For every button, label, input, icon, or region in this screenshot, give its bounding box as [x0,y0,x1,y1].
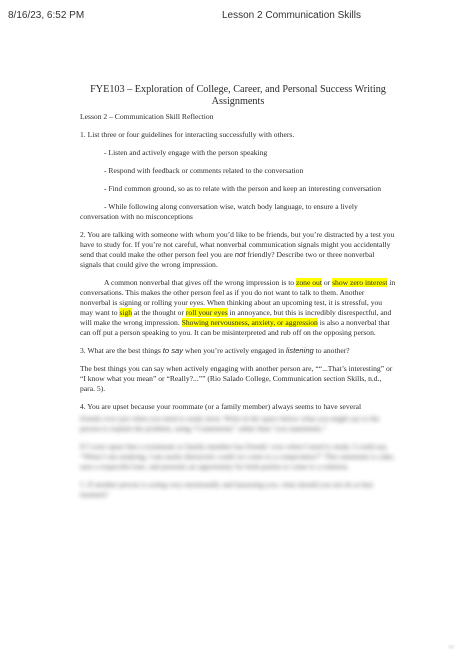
emphasis-to-say: to say [162,346,184,355]
emphasis-not: not [234,250,246,259]
highlight-sigh: sigh [119,308,133,317]
question-3: 3. What are the best things to say when you’re actively engaged in listening to another? [80,346,350,355]
highlight-zone-out: zone out [296,278,322,287]
print-datetime: 8/16/23, 6:52 PM [8,10,85,21]
blurred-content [80,414,396,500]
question-4-continued: friends over just when you need to study most. Write in the space below what you might say to the person to explain the problem, using “I statements” rather than “you statements.” [80,414,380,433]
question-2: 2. You are talking with someone with whom you’d like to be friends, but you’re distracted by a test you have to study for. If you’re not careful, what nonverbal communication signals might you accidentally send that could make the other person feel you are not friendly? Describe two or three nonverbal signals that could give the wrong impression. [80,230,395,269]
guideline-4: - While following along conversation wise, watch body language, to ensure a lively conversation with no misconceptions [80,202,358,221]
question-1: 1. List three or four guidelines for interacting successfully with others. [80,130,295,139]
answer-3: The best things you can say when actively engaging with another person are, ““...That’s interesting” or “I know what you mean” or “Really?...”” (Rio Salado College, Communication section Skills, n.d., para. 5). [80,364,393,393]
highlight-roll-your-eyes: roll your eyes [185,308,228,317]
print-document-title: Lesson 2 Communication Skills [222,10,361,21]
document-title: FYE103 – Exploration of College, Career, and Personal Success Writing Assignments [90,84,386,107]
document-subtitle: Lesson 2 – Communication Skill Reflection [80,112,214,121]
answer-4: If I were upset that a roommate or family member has friends’ over when I need to study, I could say, “When I am studying, I am easily distracted, could we come to a compromise?” This statement is calm, uses a respectful tone, and presents an opportunity for both parties to come to a solution. [80,442,395,471]
page-footer-mark: 1/2 [448,644,454,649]
guideline-1: - Listen and actively engage with the person speaking [104,148,268,157]
question-5: 5. If another person is acting very emotionally and harassing you, what should you not do at that moment? [80,480,373,499]
answer-2: A common nonverbal that gives off the wrong impression is to zone out or show zero interest in conversations. This makes the other person feel as if you do not want to talk to them. Another nonverbal is signing or rolling your eyes. When thinking about an upcoming test, it is stressful, you may want to sigh at the thought or roll your eyes in annoyance, but this is incredibly disrespectful, and will make the wrong impression. Showing nervousness, anxiety, or aggression is also a nonverbal that can off put a person speaking to you. It can be misinterpreted and rub off on the opposing person. [80,278,396,337]
question-4: 4. You are upset because your roommate (or a family member) always seems to have several [80,402,362,411]
guideline-2: - Respond with feedback or comments related to the conversation [104,166,304,175]
emphasis-listening: listening [285,346,314,355]
highlight-show-zero-interest: show zero interest [332,278,388,287]
document-page [80,84,396,508]
guideline-3: - Find common ground, so as to relate with the person and keep an interesting conversation [104,184,382,193]
highlight-nervousness: Showing nervousness, anxiety, or aggression [181,318,318,327]
